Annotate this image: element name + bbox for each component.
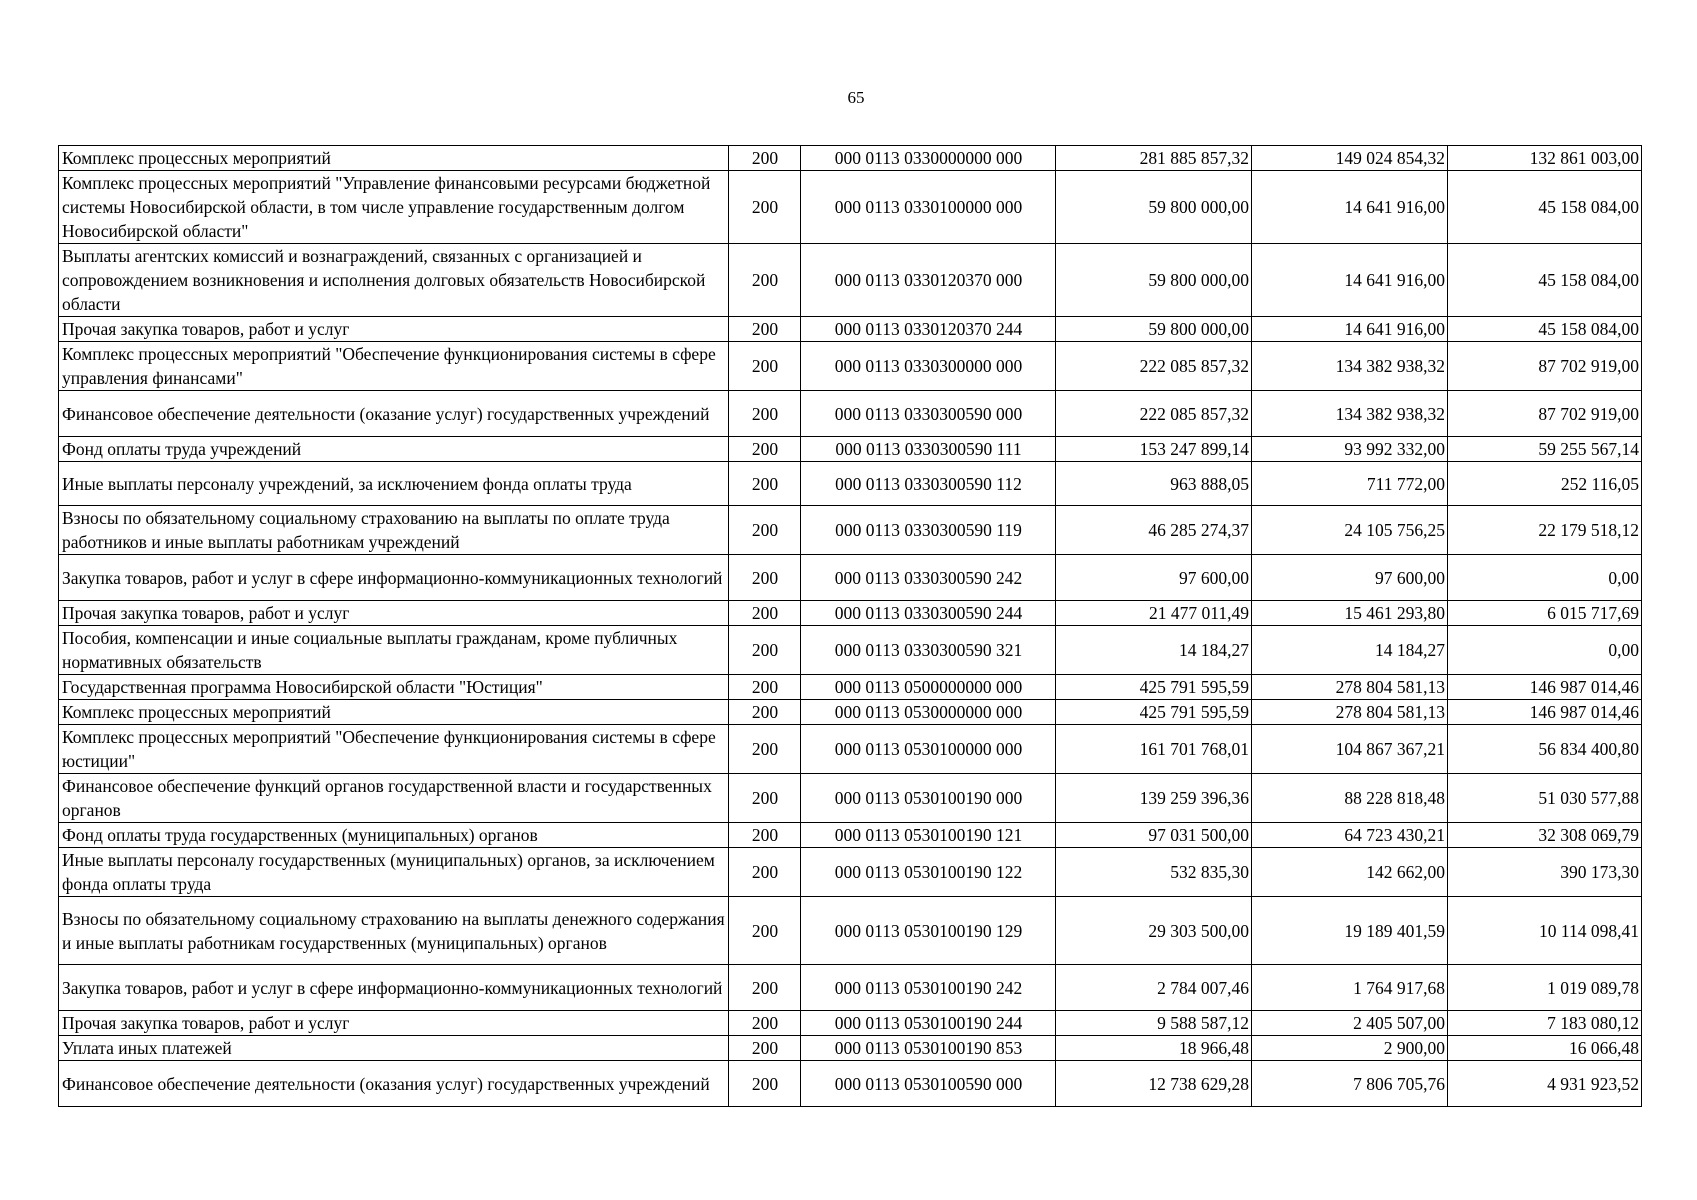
row-unexecuted-cell: 51 030 577,88 <box>1448 774 1642 823</box>
row-executed-cell: 142 662,00 <box>1252 848 1448 897</box>
row-code-cell: 200 <box>729 506 801 555</box>
row-code-cell: 200 <box>729 897 801 965</box>
row-approved-cell: 2 784 007,46 <box>1056 965 1252 1011</box>
row-name-cell: Фонд оплаты труда государственных (муниципальных) органов <box>59 823 729 848</box>
row-code-cell: 200 <box>729 601 801 626</box>
row-approved-cell: 161 701 768,01 <box>1056 725 1252 774</box>
row-name-cell: Финансовое обеспечение деятельности (оказания услуг) государственных учреждений <box>59 1061 729 1107</box>
row-code-cell: 200 <box>729 171 801 244</box>
table-row <box>59 462 1642 506</box>
table-row <box>59 965 1642 1011</box>
table-row <box>59 342 1642 391</box>
row-executed-cell: 64 723 430,21 <box>1252 823 1448 848</box>
row-code-cell: 200 <box>729 1061 801 1107</box>
row-code-cell: 200 <box>729 675 801 700</box>
row-unexecuted-cell: 56 834 400,80 <box>1448 725 1642 774</box>
row-name-cell: Финансовое обеспечение деятельности (оказание услуг) государственных учреждений <box>59 391 729 437</box>
row-approved-cell: 46 285 274,37 <box>1056 506 1252 555</box>
table-row <box>59 391 1642 437</box>
row-name-cell: Комплекс процессных мероприятий "Обеспечение функционирования системы в сфере юстиции" <box>59 725 729 774</box>
row-unexecuted-cell: 16 066,48 <box>1448 1036 1642 1061</box>
table-row <box>59 1061 1642 1107</box>
row-executed-cell: 278 804 581,13 <box>1252 675 1448 700</box>
row-name-cell: Комплекс процессных мероприятий <box>59 700 729 725</box>
row-executed-cell: 278 804 581,13 <box>1252 700 1448 725</box>
table-row <box>59 626 1642 675</box>
row-name-cell: Иные выплаты персоналу государственных (муниципальных) органов, за исключением фонда оплаты труда <box>59 848 729 897</box>
row-approved-cell: 139 259 396,36 <box>1056 774 1252 823</box>
row-approved-cell: 281 885 857,32 <box>1056 146 1252 171</box>
row-name-cell: Прочая закупка товаров, работ и услуг <box>59 317 729 342</box>
row-approved-cell: 222 085 857,32 <box>1056 342 1252 391</box>
page-number: 65 <box>847 88 865 107</box>
row-kbk-cell: 000 0113 0330120370 000 <box>801 244 1056 317</box>
row-kbk-cell: 000 0113 0330300590 111 <box>801 437 1056 462</box>
row-name-cell: Комплекс процессных мероприятий <box>59 146 729 171</box>
row-unexecuted-cell: 1 019 089,78 <box>1448 965 1642 1011</box>
row-kbk-cell: 000 0113 0330300000 000 <box>801 342 1056 391</box>
row-code-cell: 200 <box>729 725 801 774</box>
row-unexecuted-cell: 390 173,30 <box>1448 848 1642 897</box>
row-kbk-cell: 000 0113 0330100000 000 <box>801 171 1056 244</box>
row-unexecuted-cell: 4 931 923,52 <box>1448 1061 1642 1107</box>
row-approved-cell: 222 085 857,32 <box>1056 391 1252 437</box>
row-kbk-cell: 000 0113 0530100190 242 <box>801 965 1056 1011</box>
row-unexecuted-cell: 45 158 084,00 <box>1448 317 1642 342</box>
row-unexecuted-cell: 10 114 098,41 <box>1448 897 1642 965</box>
row-code-cell: 200 <box>729 555 801 601</box>
row-executed-cell: 14 641 916,00 <box>1252 317 1448 342</box>
row-approved-cell: 97 031 500,00 <box>1056 823 1252 848</box>
row-unexecuted-cell: 32 308 069,79 <box>1448 823 1642 848</box>
table-row <box>59 317 1642 342</box>
row-executed-cell: 134 382 938,32 <box>1252 391 1448 437</box>
row-code-cell: 200 <box>729 1011 801 1036</box>
row-executed-cell: 14 641 916,00 <box>1252 244 1448 317</box>
row-kbk-cell: 000 0113 0330300590 119 <box>801 506 1056 555</box>
row-name-cell: Закупка товаров, работ и услуг в сфере информационно-коммуникационных технологий <box>59 965 729 1011</box>
row-executed-cell: 2 900,00 <box>1252 1036 1448 1061</box>
row-executed-cell: 93 992 332,00 <box>1252 437 1448 462</box>
row-kbk-cell: 000 0113 0530100190 129 <box>801 897 1056 965</box>
table-row <box>59 675 1642 700</box>
table-row <box>59 601 1642 626</box>
table-row <box>59 244 1642 317</box>
row-executed-cell: 711 772,00 <box>1252 462 1448 506</box>
row-name-cell: Пособия, компенсации и иные социальные выплаты гражданам, кроме публичных нормативных обязательств <box>59 626 729 675</box>
row-approved-cell: 97 600,00 <box>1056 555 1252 601</box>
row-kbk-cell: 000 0113 0330300590 321 <box>801 626 1056 675</box>
row-name-cell: Государственная программа Новосибирской области "Юстиция" <box>59 675 729 700</box>
table-row <box>59 725 1642 774</box>
row-executed-cell: 1 764 917,68 <box>1252 965 1448 1011</box>
row-kbk-cell: 000 0113 0530100590 000 <box>801 1061 1056 1107</box>
row-kbk-cell: 000 0113 0530100000 000 <box>801 725 1056 774</box>
row-code-cell: 200 <box>729 774 801 823</box>
row-name-cell: Взносы по обязательному социальному страхованию на выплаты по оплате труда работников и иные выплаты работникам учреждений <box>59 506 729 555</box>
row-executed-cell: 14 641 916,00 <box>1252 171 1448 244</box>
table-row <box>59 848 1642 897</box>
table-row <box>59 1036 1642 1061</box>
table-row <box>59 506 1642 555</box>
row-unexecuted-cell: 87 702 919,00 <box>1448 391 1642 437</box>
row-kbk-cell: 000 0113 0500000000 000 <box>801 675 1056 700</box>
table-row <box>59 897 1642 965</box>
row-approved-cell: 532 835,30 <box>1056 848 1252 897</box>
row-kbk-cell: 000 0113 0530000000 000 <box>801 700 1056 725</box>
row-unexecuted-cell: 7 183 080,12 <box>1448 1011 1642 1036</box>
row-executed-cell: 19 189 401,59 <box>1252 897 1448 965</box>
table-row <box>59 171 1642 244</box>
row-code-cell: 200 <box>729 244 801 317</box>
row-code-cell: 200 <box>729 317 801 342</box>
row-code-cell: 200 <box>729 823 801 848</box>
row-name-cell: Уплата иных платежей <box>59 1036 729 1061</box>
row-code-cell: 200 <box>729 146 801 171</box>
row-approved-cell: 59 800 000,00 <box>1056 317 1252 342</box>
row-approved-cell: 18 966,48 <box>1056 1036 1252 1061</box>
row-name-cell: Иные выплаты персоналу учреждений, за исключением фонда оплаты труда <box>59 462 729 506</box>
row-executed-cell: 88 228 818,48 <box>1252 774 1448 823</box>
row-executed-cell: 104 867 367,21 <box>1252 725 1448 774</box>
row-executed-cell: 15 461 293,80 <box>1252 601 1448 626</box>
row-name-cell: Прочая закупка товаров, работ и услуг <box>59 601 729 626</box>
row-unexecuted-cell: 22 179 518,12 <box>1448 506 1642 555</box>
row-unexecuted-cell: 252 116,05 <box>1448 462 1642 506</box>
row-executed-cell: 134 382 938,32 <box>1252 342 1448 391</box>
row-name-cell: Закупка товаров, работ и услуг в сфере информационно-коммуникационных технологий <box>59 555 729 601</box>
row-name-cell: Прочая закупка товаров, работ и услуг <box>59 1011 729 1036</box>
row-code-cell: 200 <box>729 700 801 725</box>
row-approved-cell: 29 303 500,00 <box>1056 897 1252 965</box>
row-kbk-cell: 000 0113 0530100190 122 <box>801 848 1056 897</box>
row-kbk-cell: 000 0113 0530100190 121 <box>801 823 1056 848</box>
table-row <box>59 555 1642 601</box>
row-executed-cell: 24 105 756,25 <box>1252 506 1448 555</box>
row-kbk-cell: 000 0113 0330300590 244 <box>801 601 1056 626</box>
row-code-cell: 200 <box>729 342 801 391</box>
row-executed-cell: 2 405 507,00 <box>1252 1011 1448 1036</box>
row-code-cell: 200 <box>729 965 801 1011</box>
row-code-cell: 200 <box>729 626 801 675</box>
row-executed-cell: 149 024 854,32 <box>1252 146 1448 171</box>
row-approved-cell: 14 184,27 <box>1056 626 1252 675</box>
row-approved-cell: 425 791 595,59 <box>1056 700 1252 725</box>
row-kbk-cell: 000 0113 0530100190 244 <box>801 1011 1056 1036</box>
row-kbk-cell: 000 0113 0530100190 853 <box>801 1036 1056 1061</box>
row-unexecuted-cell: 0,00 <box>1448 555 1642 601</box>
row-unexecuted-cell: 45 158 084,00 <box>1448 171 1642 244</box>
row-approved-cell: 9 588 587,12 <box>1056 1011 1252 1036</box>
budget-execution-table <box>58 145 1642 1107</box>
row-executed-cell: 7 806 705,76 <box>1252 1061 1448 1107</box>
row-unexecuted-cell: 132 861 003,00 <box>1448 146 1642 171</box>
row-unexecuted-cell: 146 987 014,46 <box>1448 700 1642 725</box>
row-unexecuted-cell: 6 015 717,69 <box>1448 601 1642 626</box>
table-row <box>59 437 1642 462</box>
row-approved-cell: 21 477 011,49 <box>1056 601 1252 626</box>
row-unexecuted-cell: 146 987 014,46 <box>1448 675 1642 700</box>
table-row <box>59 823 1642 848</box>
row-code-cell: 200 <box>729 462 801 506</box>
row-approved-cell: 59 800 000,00 <box>1056 171 1252 244</box>
row-name-cell: Финансовое обеспечение функций органов государственной власти и государственных органов <box>59 774 729 823</box>
row-approved-cell: 963 888,05 <box>1056 462 1252 506</box>
row-code-cell: 200 <box>729 437 801 462</box>
table-row <box>59 700 1642 725</box>
row-kbk-cell: 000 0113 0330120370 244 <box>801 317 1056 342</box>
row-kbk-cell: 000 0113 0330300590 000 <box>801 391 1056 437</box>
row-name-cell: Взносы по обязательному социальному страхованию на выплаты денежного содержания и иные выплаты работникам государственных (муниципальных) органов <box>59 897 729 965</box>
row-approved-cell: 425 791 595,59 <box>1056 675 1252 700</box>
row-approved-cell: 59 800 000,00 <box>1056 244 1252 317</box>
row-unexecuted-cell: 45 158 084,00 <box>1448 244 1642 317</box>
row-name-cell: Фонд оплаты труда учреждений <box>59 437 729 462</box>
row-executed-cell: 97 600,00 <box>1252 555 1448 601</box>
row-code-cell: 200 <box>729 848 801 897</box>
row-name-cell: Комплекс процессных мероприятий "Управление финансовыми ресурсами бюджетной системы Новосибирской области, в том числе управление государственным долгом Новосибирской области" <box>59 171 729 244</box>
row-unexecuted-cell: 87 702 919,00 <box>1448 342 1642 391</box>
row-kbk-cell: 000 0113 0330300590 112 <box>801 462 1056 506</box>
table-row <box>59 1011 1642 1036</box>
row-unexecuted-cell: 59 255 567,14 <box>1448 437 1642 462</box>
row-code-cell: 200 <box>729 1036 801 1061</box>
row-approved-cell: 153 247 899,14 <box>1056 437 1252 462</box>
table-row <box>59 146 1642 171</box>
table-row <box>59 774 1642 823</box>
row-approved-cell: 12 738 629,28 <box>1056 1061 1252 1107</box>
row-executed-cell: 14 184,27 <box>1252 626 1448 675</box>
row-kbk-cell: 000 0113 0530100190 000 <box>801 774 1056 823</box>
row-name-cell: Выплаты агентских комиссий и вознаграждений, связанных с организацией и сопровождением возникновения и исполнения долговых обязательств Новосибирской области <box>59 244 729 317</box>
row-unexecuted-cell: 0,00 <box>1448 626 1642 675</box>
row-name-cell: Комплекс процессных мероприятий "Обеспечение функционирования системы в сфере управления финансами" <box>59 342 729 391</box>
row-kbk-cell: 000 0113 0330300590 242 <box>801 555 1056 601</box>
row-kbk-cell: 000 0113 0330000000 000 <box>801 146 1056 171</box>
row-code-cell: 200 <box>729 391 801 437</box>
